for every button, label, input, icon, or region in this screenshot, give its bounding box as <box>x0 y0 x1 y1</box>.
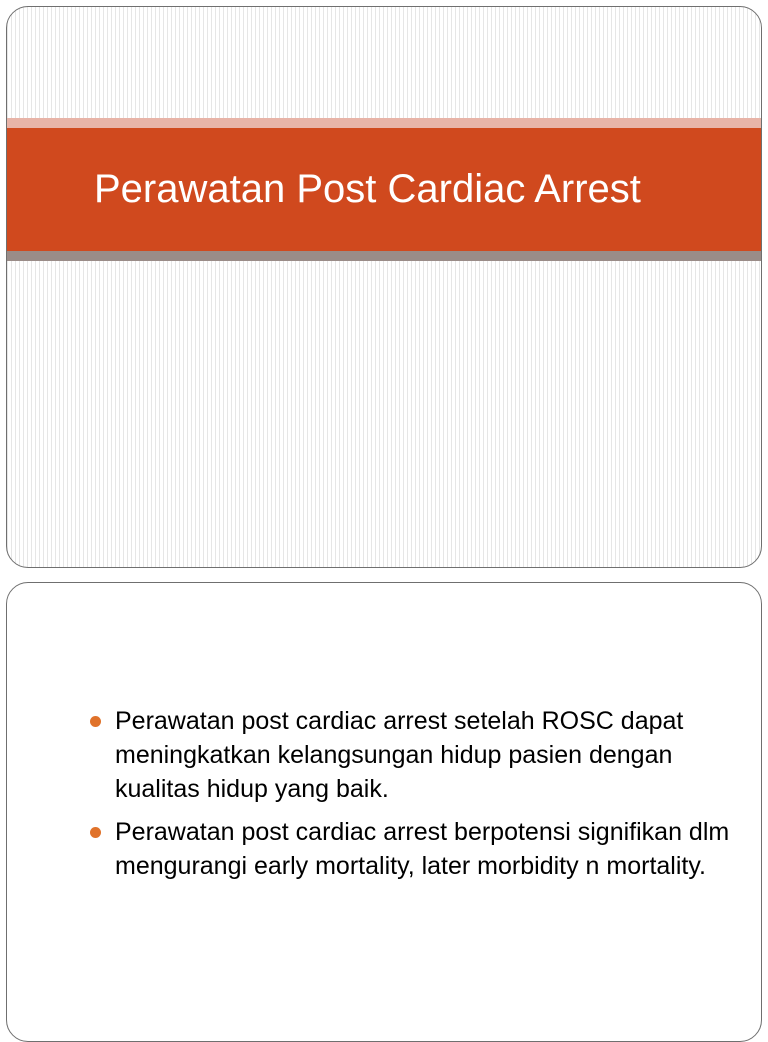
title-band-top-accent <box>7 118 761 128</box>
title-slide <box>6 6 762 568</box>
bullet-dot-icon <box>90 716 101 727</box>
bullet-item <box>90 704 730 806</box>
content-slide <box>6 582 762 1042</box>
slide-title: Perawatan Post Cardiac Arrest <box>94 167 641 211</box>
bullet-list <box>90 704 730 892</box>
bullet-dot-icon <box>90 827 101 838</box>
title-band-bottom-accent <box>7 251 761 261</box>
bullet-text: Perawatan post cardiac arrest setelah ROSC dapat meningkatkan kelangsungan hidup pasien dengan kualitas hidup yang baik. <box>115 707 684 803</box>
bullet-text: Perawatan post cardiac arrest berpotensi signifikan dlm mengurangi early mortality, later morbidity n mortality. <box>115 818 730 880</box>
title-band <box>7 128 761 251</box>
bullet-item <box>90 815 730 883</box>
